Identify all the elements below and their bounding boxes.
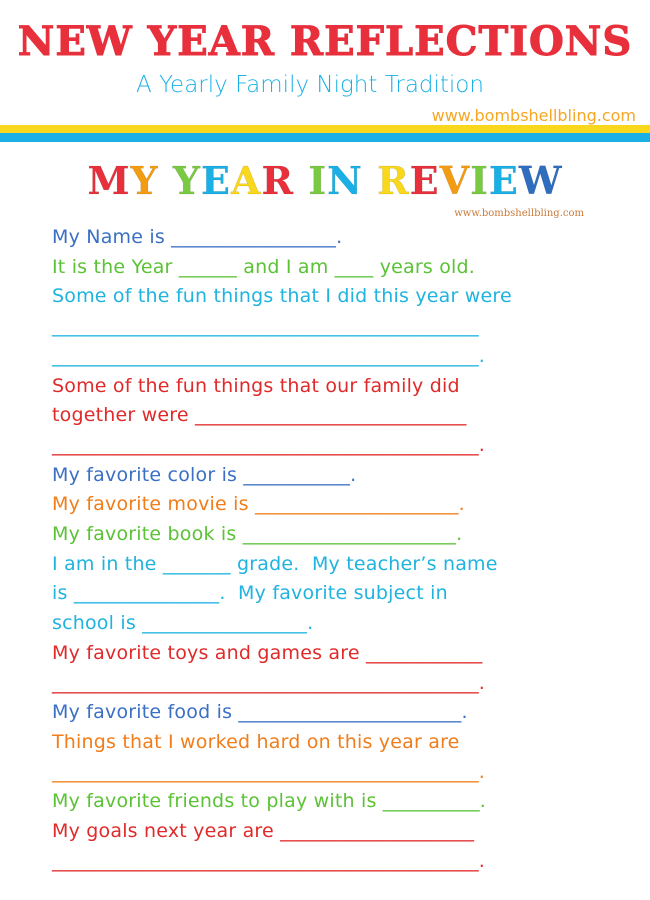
worksheet-line: ____________________________________________. [52, 849, 486, 872]
page-title: NEW YEAR REFLECTIONS [17, 18, 633, 65]
worksheet-line: My favorite color is ___________. [52, 463, 357, 486]
review-title-letter [363, 158, 377, 203]
review-title-letter: M [87, 158, 131, 203]
worksheet-line: ____________________________________________. [52, 433, 486, 456]
worksheet-line: Things that I worked hard on this year are [52, 730, 460, 753]
review-title-letter: E [488, 158, 519, 203]
worksheet-line: My favorite friends to play with is __________. [52, 790, 487, 813]
review-title-letter: W [518, 158, 563, 203]
review-url: www.bombshellbling.com [454, 208, 584, 219]
yellow-stripe [0, 125, 650, 133]
worksheet-line: ____________________________________________. [52, 344, 486, 367]
review-title-letter: N [327, 158, 363, 203]
worksheet-line: ____________________________________________. [52, 671, 486, 694]
header-url: www.bombshellbling.com [431, 106, 636, 125]
review-title-letter: I [470, 158, 489, 203]
review-title-letter: E [409, 158, 440, 203]
worksheet-line: My goals next year are ____________________ [52, 820, 475, 842]
review-title-letter: A [231, 158, 262, 203]
worksheet-line: It is the Year ______ and I am ____ years old. [52, 255, 476, 278]
review-title-letter [294, 158, 308, 203]
worksheet-line: ____________________________________________ [52, 315, 479, 338]
worksheet-line: together were ____________________________ [52, 404, 467, 427]
worksheet-line: is _______________. My favorite subject in [52, 582, 448, 605]
worksheet-line: My favorite book is ______________________. [52, 523, 463, 545]
review-title-letter: R [377, 158, 410, 203]
worksheet-line: ____________________________________________. [52, 760, 486, 783]
worksheet-line: I am in the _______ grade. My teacher’s name [52, 552, 498, 575]
worksheet-line: My Name is _________________. [52, 226, 343, 248]
review-title-letter [159, 158, 173, 203]
worksheet-line: school is _________________. [52, 612, 314, 635]
review-title-letter: Y [172, 158, 202, 203]
review-title [0, 158, 650, 203]
worksheet-line: Some of the fun things that I did this year were [52, 285, 512, 308]
worksheet-line: My favorite food is _______________________. [52, 701, 468, 724]
blue-stripe [0, 133, 650, 142]
worksheet-line: My favorite movie is _____________________. [52, 493, 465, 516]
review-title-letter: I [308, 158, 328, 203]
review-title-letter: E [201, 158, 231, 203]
review-title-letter: V [439, 158, 471, 203]
worksheet-line: Some of the fun things that our family did [52, 374, 460, 397]
page-subtitle: A Yearly Family Night Tradition [136, 72, 484, 98]
worksheet-line: My favorite toys and games are ____________ [52, 641, 483, 664]
review-title-letter: R [261, 158, 295, 203]
review-title-letter: Y [130, 158, 159, 203]
